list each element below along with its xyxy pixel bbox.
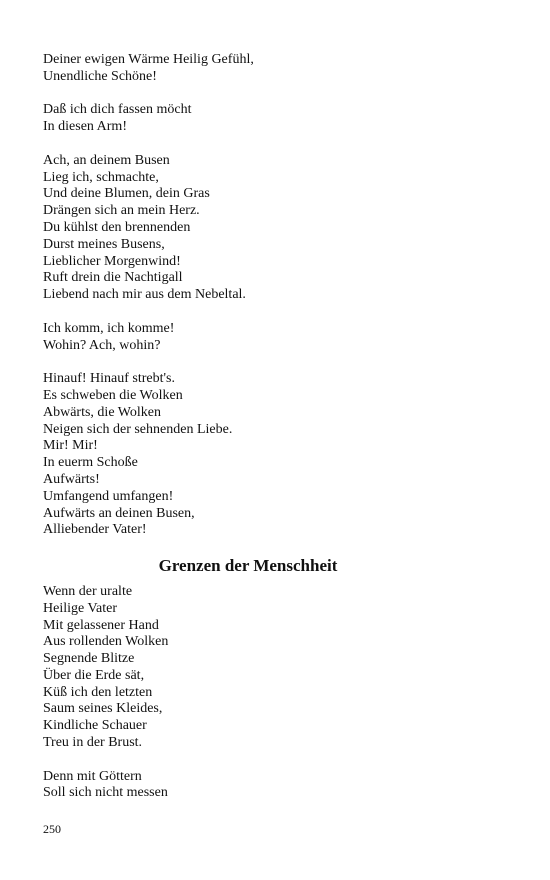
page-number: 250 xyxy=(43,822,61,836)
verse-line: Kindliche Schauer xyxy=(43,718,147,734)
stanza xyxy=(43,584,513,752)
verse-line: Heilige Vater xyxy=(43,600,117,616)
verse-line: Lieblicher Morgenwind! xyxy=(43,253,181,269)
verse-line: In diesen Arm! xyxy=(43,119,127,135)
verse-line: Neigen sich der sehnenden Liebe. xyxy=(43,421,233,437)
stanza xyxy=(43,321,513,355)
verse-line: Ruft drein die Nachtigall xyxy=(43,270,183,286)
verse-line: Soll sich nicht messen xyxy=(43,785,168,801)
stanza xyxy=(43,102,513,136)
verse-line: Durst meines Busens, xyxy=(43,236,165,252)
verse-line: Daß ich dich fassen möcht xyxy=(43,102,192,118)
verse-line: Saum seines Kleides, xyxy=(43,701,163,717)
stanza xyxy=(43,371,513,539)
verse-line: Du kühlst den brennenden xyxy=(43,219,191,235)
verse-line: In euerm Schoße xyxy=(43,455,138,471)
verse-line: Unendliche Schöne! xyxy=(43,68,157,84)
poem-text xyxy=(43,52,513,819)
verse-line: Mir! Mir! xyxy=(43,438,98,454)
poem-title: Grenzen der Menschheit xyxy=(158,555,338,575)
verse-line: Wohin? Ach, wohin? xyxy=(43,337,161,353)
stanza xyxy=(43,769,513,803)
verse-line: Lieg ich, schmachte, xyxy=(43,169,159,185)
verse-line: Abwärts, die Wolken xyxy=(43,404,161,420)
stanza xyxy=(43,153,513,304)
verse-line: Treu in der Brust. xyxy=(43,735,143,751)
verse-line: Deiner ewigen Wärme Heilig Gefühl, xyxy=(43,52,254,67)
verse-line: Hinauf! Hinauf strebt's. xyxy=(43,371,175,387)
verse-line: Aufwärts! xyxy=(43,471,100,487)
verse-line: Mit gelassener Hand xyxy=(43,617,159,633)
verse-line: Segnende Blitze xyxy=(43,651,135,667)
verse-line: Denn mit Göttern xyxy=(43,768,142,784)
verse-line: Liebend nach mir aus dem Nebeltal. xyxy=(43,287,246,303)
stanza xyxy=(43,52,513,86)
verse-line: Ich komm, ich komme! xyxy=(43,320,175,336)
verse-line: Aufwärts an deinen Busen, xyxy=(43,505,195,521)
verse-line: Und deine Blumen, dein Gras xyxy=(43,186,210,202)
verse-line: Ach, an deinem Busen xyxy=(43,152,170,168)
verse-line: Wenn der uralte xyxy=(43,583,133,599)
verse-line: Umfangend umfangen! xyxy=(43,488,174,504)
verse-line: Küß ich den letzten xyxy=(43,684,153,700)
verse-line: Über die Erde sät, xyxy=(43,667,145,683)
verse-line: Es schweben die Wolken xyxy=(43,387,183,403)
verse-line: Aus rollenden Wolken xyxy=(43,634,169,650)
verse-line: Alliebender Vater! xyxy=(43,522,147,538)
verse-line: Drängen sich an mein Herz. xyxy=(43,203,200,219)
